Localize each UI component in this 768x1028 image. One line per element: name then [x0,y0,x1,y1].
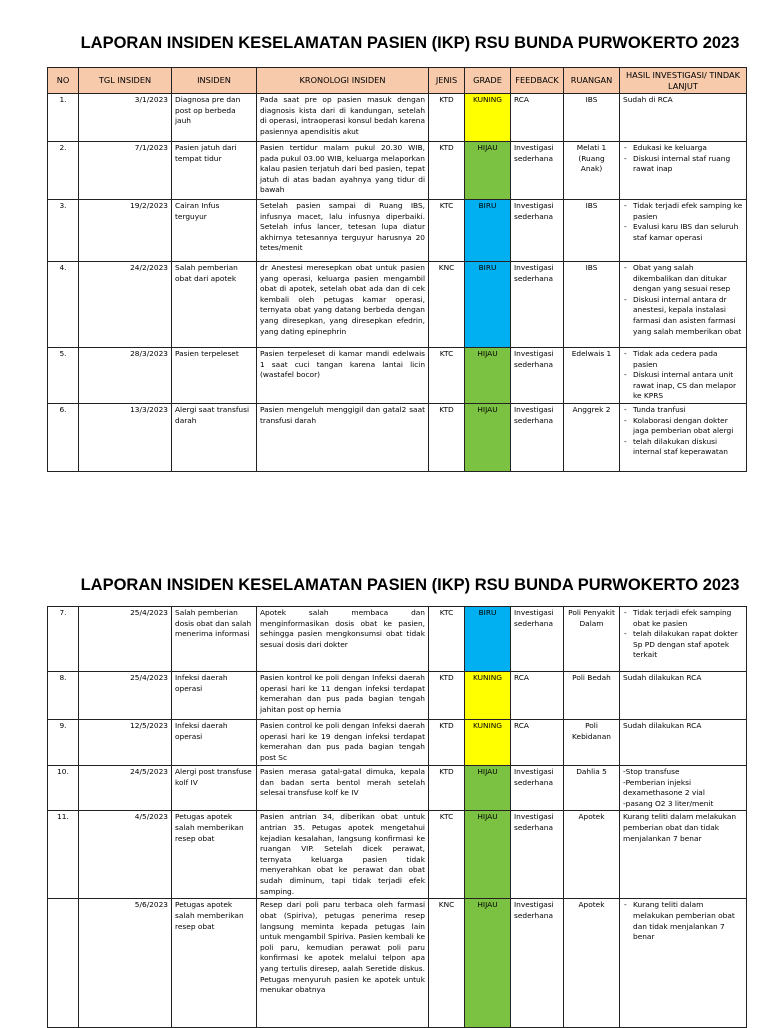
cell-no: 4. [48,262,79,348]
cell-ruangan: Edelwais 1 [564,348,620,404]
incident-table-page-1 [47,67,747,472]
hasil-text: Kurang teliti dalam melakukan pemberian obat dan tidak menjalankan 7 benar [623,812,737,843]
cell-insiden: Infeksi daerah operasi [172,720,257,766]
hasil-list-item: - Kurang teliti dalam melakukan pemberian obat dan tidak menjalankan 7 benar [633,900,743,942]
cell-feedback: Investigasi sederhana [511,607,564,672]
incident-table-page-2 [47,606,747,1028]
cell-insiden: Alergi saat transfusi darah [172,403,257,471]
col-header-feedback: FEEDBACK [511,68,564,94]
cell-feedback: Investigasi sederhana [511,142,564,200]
cell-grade: HIJAU [465,142,511,200]
table-row [48,403,747,471]
cell-grade: KUNING [465,672,511,720]
hasil-list-item: - Obat yang salah dikembalikan dan ditukar dengan yang sesuai resep [633,263,743,295]
hasil-list-item: - Diskusi internal antara dr anestesi, kepala instalasi farmasi dan asisten farmasi yang salah memberikan obat [633,295,743,337]
hasil-list-item: - telah dilakukan diskusi internal staf keperawatan [633,437,743,458]
cell-hasil [620,672,747,720]
cell-tgl: 28/3/2023 [79,348,172,404]
cell-feedback: RCA [511,94,564,142]
cell-hasil [620,348,747,404]
cell-hasil [620,720,747,766]
cell-feedback: RCA [511,672,564,720]
cell-tgl: 3/1/2023 [79,94,172,142]
cell-jenis: KTD [429,766,465,811]
cell-kronologi: Pada saat pre op pasien masuk dengan diagnosis kista dari di kandungan, setelah di operasi, intraoperasi konsul bedah karena pasiennya apendisitis akut [257,94,429,142]
cell-tgl: 5/6/2023 [79,899,172,1028]
hasil-list-item: - Tunda tranfusi [633,405,743,416]
cell-feedback: Investigasi sederhana [511,200,564,262]
col-header-hasil: HASIL INVESTIGASI/ TINDAK LANJUT [620,68,747,94]
cell-insiden: Alergi post transfuse kolf IV [172,766,257,811]
cell-grade: BIRU [465,607,511,672]
hasil-text: Sudah dilakukan RCA [623,721,702,730]
cell-hasil [620,811,747,899]
hasil-list-item: - Tidak terjadi efek samping obat ke pasien [633,608,743,629]
table-row [48,811,747,899]
cell-grade: KUNING [465,94,511,142]
cell-no: 9. [48,720,79,766]
cell-jenis: KNC [429,262,465,348]
hasil-list [623,263,743,337]
cell-kronologi: Pasien kontrol ke poli dengan Infeksi daerah operasi hari ke 11 dengan infeksi terdapat kemerahan dan pus pada bagian tengah jahitan post op hernia [257,672,429,720]
cell-kronologi: Pasien antrian 34, diberikan obat untuk antrian 35. Petugas apotek mengetahui kejadian kesalahan, langsung konfirmasi ke ruangan VIP. Setelah dicek perawat, ternyata keluarga pasien tidak menyerahkan obat ke perawat dan obat sudah diminum, tapi tidak terjadi efek samping. [257,811,429,899]
hasil-list-item: - Tidak ada cedera pada pasien [633,349,743,370]
table-header-row [48,68,747,94]
cell-jenis: KTD [429,94,465,142]
cell-no: 6. [48,403,79,471]
cell-ruangan: IBS [564,200,620,262]
cell-hasil [620,766,747,811]
hasil-list-item: - telah dilakukan rapat dokter Sp PD dengan staf apotek terkait [633,629,743,661]
hasil-text: Sudah dilakukan RCA [623,673,702,682]
cell-hasil [620,262,747,348]
cell-jenis: KTD [429,672,465,720]
cell-ruangan: IBS [564,94,620,142]
cell-ruangan: Poli Bedah [564,672,620,720]
col-header-grade: GRADE [465,68,511,94]
hasil-list-item: - Diskusi internal staf ruang rawat inap [633,154,743,175]
cell-kronologi: dr Anestesi meresepkan obat untuk pasien yang operasi, keluarga pasien mengambil obat di apotek, setelah obat ada dan di cek kembali oleh petugas kamar operasi, ternyata obat yang datang berbeda dengan yang diresepkan, yang diresepkan efedrin, yang dating epinephrin [257,262,429,348]
col-header-kronologi: KRONOLOGI INSIDEN [257,68,429,94]
cell-tgl: 24/5/2023 [79,766,172,811]
cell-no: 8. [48,672,79,720]
cell-feedback: Investigasi sederhana [511,811,564,899]
cell-grade: HIJAU [465,899,511,1028]
cell-no: 10. [48,766,79,811]
cell-no: 11. [48,811,79,899]
cell-ruangan: Poli Penyakit Dalam [564,607,620,672]
hasil-list [623,405,743,458]
cell-feedback: Investigasi sederhana [511,403,564,471]
hasil-text: -Stop transfuse -Pemberian injeksi dexamethasone 2 vial -pasang O2 3 liter/menit [623,767,714,808]
cell-kronologi: Pasien tertidur malam pukul 20.30 WIB, pada pukul 03.00 WIB, keluarga melaporkan kalau pasien terjatuh dari bed pasien, tepat jatuh di atas badan ayahnya yang tidur di bawah [257,142,429,200]
cell-hasil [620,403,747,471]
cell-jenis: KTC [429,348,465,404]
cell-insiden: Cairan Infus terguyur [172,200,257,262]
hasil-list [623,143,743,175]
cell-no: 3. [48,200,79,262]
cell-ruangan: Anggrek 2 [564,403,620,471]
cell-hasil [620,607,747,672]
cell-feedback: Investigasi sederhana [511,262,564,348]
cell-jenis: KTC [429,200,465,262]
table-row [48,348,747,404]
table-row [48,899,747,1028]
cell-kronologi: Pasien terpeleset di kamar mandi edelwais 1 saat cuci tangan karena lantai licin (wastafel bocor) [257,348,429,404]
cell-jenis: KTC [429,607,465,672]
cell-ruangan: Poli Kebidanan [564,720,620,766]
cell-tgl: 4/5/2023 [79,811,172,899]
cell-kronologi: Setelah pasien sampai di Ruang IBS, infusnya macet, lalu infusnya diperbaiki. Setelah infus lancer, tetesan lupa diatur akhirnya tetesannya terguyur harusnya 20 tetes/menit [257,200,429,262]
cell-insiden: Infeksi daerah operasi [172,672,257,720]
hasil-list-item: - Diskusi internal antara unit rawat inap, CS dan melapor ke KPRS [633,370,743,402]
cell-jenis: KTC [429,811,465,899]
cell-no [48,899,79,1028]
hasil-list-item: - Evalusi karu IBS dan seluruh staf kamar operasi [633,222,743,243]
cell-no: 5. [48,348,79,404]
cell-insiden: Petugas apotek salah memberikan resep obat [172,811,257,899]
hasil-text: Sudah di RCA [623,95,673,104]
col-header-tgl: TGL INSIDEN [79,68,172,94]
hasil-list-item: - Edukasi ke keluarga [633,143,743,154]
cell-ruangan: Apotek [564,899,620,1028]
cell-ruangan: Melati 1 (Ruang Anak) [564,142,620,200]
table-row [48,262,747,348]
table-row [48,607,747,672]
cell-no: 1. [48,94,79,142]
cell-feedback: Investigasi sederhana [511,766,564,811]
table-row [48,94,747,142]
hasil-list [623,608,743,661]
col-header-ruangan: RUANGAN [564,68,620,94]
cell-grade: BIRU [465,262,511,348]
cell-tgl: 13/3/2023 [79,403,172,471]
hasil-list-item: - Kolaborasi dengan dokter jaga pemberian obat alergi [633,416,743,437]
cell-ruangan: Apotek [564,811,620,899]
cell-insiden: Diagnosa pre dan post op berbeda jauh [172,94,257,142]
table-row [48,766,747,811]
cell-tgl: 25/4/2023 [79,672,172,720]
cell-feedback: Investigasi sederhana [511,348,564,404]
cell-ruangan: IBS [564,262,620,348]
cell-tgl: 19/2/2023 [79,200,172,262]
cell-kronologi: Pasien control ke poli dengan Infeksi daerah operasi hari ke 19 dengan infeksi terdapat kemerahan dan pus pada bagian tengah post Sc [257,720,429,766]
cell-jenis: KTD [429,142,465,200]
cell-jenis: KTD [429,403,465,471]
cell-tgl: 24/2/2023 [79,262,172,348]
cell-insiden: Pasien terpeleset [172,348,257,404]
cell-grade: HIJAU [465,811,511,899]
cell-grade: HIJAU [465,403,511,471]
table-row [48,720,747,766]
hasil-list [623,201,743,243]
cell-grade: HIJAU [465,348,511,404]
col-header-jenis: JENIS [429,68,465,94]
col-header-insiden: INSIDEN [172,68,257,94]
cell-hasil [620,142,747,200]
cell-kronologi: Pasien merasa gatal-gatal dimuka, kepala dan badan serta bentol merah setelah selesai transfuse kolf ke IV [257,766,429,811]
cell-tgl: 7/1/2023 [79,142,172,200]
cell-hasil [620,94,747,142]
cell-feedback: Investigasi sederhana [511,899,564,1028]
table-row [48,200,747,262]
cell-tgl: 12/5/2023 [79,720,172,766]
cell-no: 2. [48,142,79,200]
col-header-no: NO [48,68,79,94]
cell-ruangan: Dahlia 5 [564,766,620,811]
report-title-bottom: LAPORAN INSIDEN KESELAMATAN PASIEN (IKP) RSU BUNDA PURWOKERTO 2023 [80,576,740,594]
hasil-list [623,349,743,402]
cell-insiden: Pasien jatuh dari tempat tidur [172,142,257,200]
cell-jenis: KNC [429,899,465,1028]
cell-feedback: RCA [511,720,564,766]
cell-kronologi: Apotek salah membaca dan menginformasikan dosis obat ke pasien, sehingga pasien mengkonsumsi obat tidak sesuai dosis dari dokter [257,607,429,672]
report-title-top: LAPORAN INSIDEN KESELAMATAN PASIEN (IKP) RSU BUNDA PURWOKERTO 2023 [80,34,740,52]
table-row [48,142,747,200]
hasil-list-item: - Tidak terjadi efek samping ke pasien [633,201,743,222]
cell-insiden: Salah pemberian dosis obat dan salah menerima informasi [172,607,257,672]
cell-hasil [620,899,747,1028]
cell-kronologi: Resep dari poli paru terbaca oleh farmasi obat (Spiriva), petugas penerima resep langsung meminta kepada petugas lain untuk mengambil Spiriva. Pasien kembali ke poli paru, kemudian perawat poli paru konfirmasi ke apotek melalui telpon apa yang tertulis diresep, aalah Seretide diskus. Petugas menyuruh pasien ke apotek untuk menukar obatnya [257,899,429,1028]
cell-insiden: Petugas apotek salah memberikan resep obat [172,899,257,1028]
table-row [48,672,747,720]
cell-grade: HIJAU [465,766,511,811]
cell-jenis: KTD [429,720,465,766]
cell-no: 7. [48,607,79,672]
cell-kronologi: Pasien mengeluh menggigil dan gatal2 saat transfusi darah [257,403,429,471]
cell-insiden: Salah pemberian obat dari apotek [172,262,257,348]
cell-grade: BIRU [465,200,511,262]
cell-grade: KUNING [465,720,511,766]
hasil-list [623,900,743,942]
cell-hasil [620,200,747,262]
cell-tgl: 25/4/2023 [79,607,172,672]
